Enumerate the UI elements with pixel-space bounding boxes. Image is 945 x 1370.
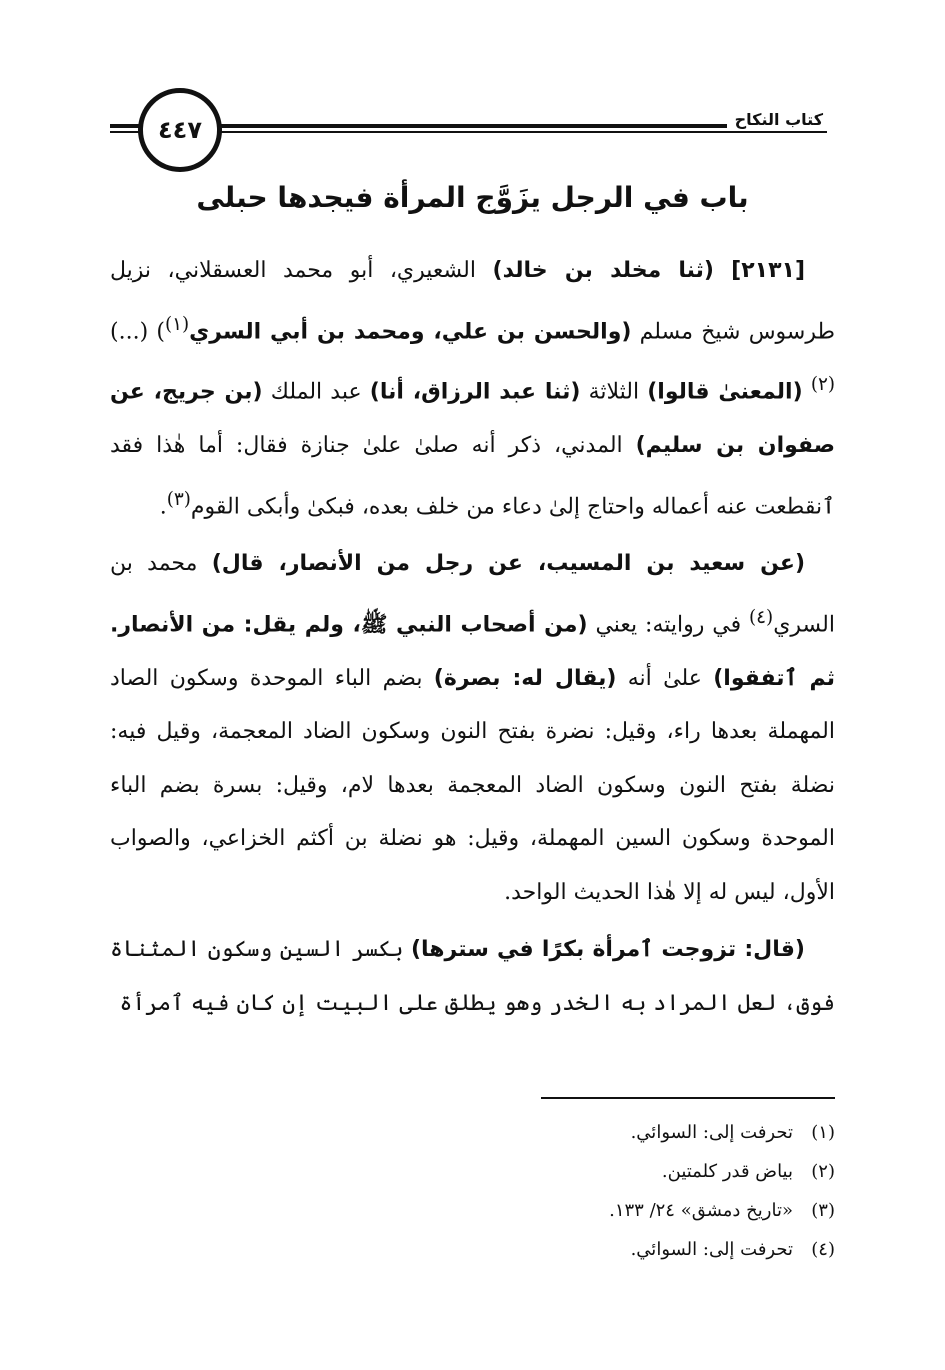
page-number-badge (138, 88, 222, 172)
hadith-text: (يقال له: بصرة) (433, 665, 617, 691)
paragraph (110, 537, 835, 919)
footnote-separator (541, 1097, 835, 1099)
commentary-text: محمد بن السري (110, 551, 835, 638)
footnote-ref: (١) (164, 313, 190, 335)
hadith-text: [٢١٣١] (ثنا مخلد بن خالد) (492, 258, 805, 283)
page-number: ٤٤٧ (158, 116, 202, 144)
running-title: كتاب النكاح (727, 110, 827, 130)
footnote-ref: (٢) (810, 374, 835, 396)
commentary-text: عبد الملك (262, 379, 370, 405)
chapter-title: باب في الرجل يزَوَّج المرأة فيجدها حبلى (196, 181, 749, 214)
footnote-text: تحرفت إلى: السوائي. (630, 1122, 793, 1143)
hadith-text: (ثنا عبد الرزاق، أنا) (369, 379, 581, 405)
footnote-ref: (٣) (166, 488, 191, 510)
commentary-text: . (159, 493, 167, 519)
body-text (110, 244, 835, 1034)
footnote-text: تحرفت إلى: السوائي. (630, 1239, 793, 1260)
paragraph (110, 244, 835, 533)
hadith-text: (بن جريج، عن صفوان بن سليم) (110, 379, 836, 459)
hadith-text: (عن سعيد بن المسيب، عن رجل من الأنصار، قال) (211, 551, 806, 577)
paragraph (110, 923, 835, 1030)
commentary-text: في روايته: يعني (587, 612, 750, 638)
commentary-text: ) (...) (110, 318, 165, 344)
commentary-text: المدني، ذكر أنه صلىٰ علىٰ جنازة فقال: أما هٰذا فقد ٱنقطعت عنه أعماله واحتاج إلىٰ دعاء من خلف بعده، فبكىٰ وأبكى القوم (110, 433, 835, 519)
hadith-text: (من أصحاب النبي ﷺ، ولم يقل: من الأنصار. ثم ٱتفقوا) (110, 612, 835, 691)
footnote-number: (٣) (811, 1200, 835, 1221)
footnote-ref: (٤) (749, 606, 774, 628)
footnotes (315, 1113, 835, 1269)
commentary-text: الثلاثة (580, 379, 648, 405)
hadith-text: (والحسن بن علي، ومحمد بن أبي السري (189, 318, 632, 344)
footnote-text: «تاريخ دمشق» ٢٤/ ١٣٣. (609, 1200, 793, 1221)
footnote (315, 1230, 835, 1269)
commentary-text: علىٰ أنه (616, 665, 714, 691)
footnote-number: (٤) (811, 1239, 835, 1260)
footnote-number: (١) (811, 1122, 835, 1143)
commentary-text: بضم الباء الموحدة وسكون الصاد المهملة بعدها راء، وقيل: نضرة بفتح النون وسكون الضاد المعجمة، وقيل فيه: نضلة بفتح النون وسكون الضاد المعجمة بعدها لام، وقيل: بسرة بضم الباء الموحدة وسكون السين المهملة، وقيل: هو نضلة بن أكثم الخزاعي، والصواب الأول، ليس له إلا هٰذا الحديث الواحد. (110, 665, 835, 905)
commentary-text: الشعيري، أبو محمد العسقلاني، نزيل طرسوس شيخ مسلم (110, 258, 835, 344)
hadith-text: (المعنىٰ قالوا) (647, 379, 803, 405)
footnote (315, 1191, 835, 1230)
footnote-text: بياض قدر كلمتين. (661, 1161, 793, 1182)
footnote (315, 1113, 835, 1152)
hadith-text: (قال: تزوجت ٱمرأة بكرًا في سترها) (410, 937, 805, 963)
footnote-number: (٢) (811, 1161, 835, 1182)
commentary-text: بكسر السين وسكون المثناة فوق، لعل المراد به الخدر وهو يطلق على البيت إن كان فيه ٱمرأة (110, 937, 835, 1016)
footnote (315, 1152, 835, 1191)
commentary-text (803, 380, 811, 405)
